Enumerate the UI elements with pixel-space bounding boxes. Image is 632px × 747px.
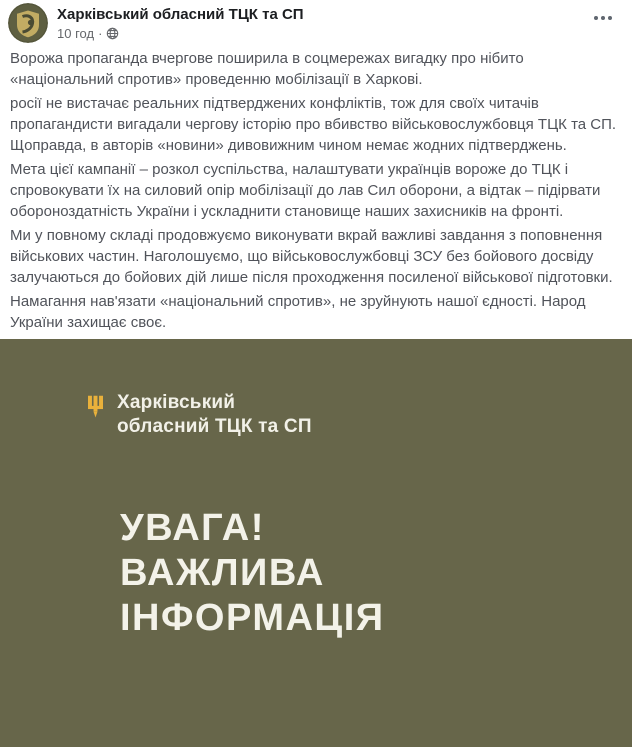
image-title-line: УВАГА! [120,507,265,549]
image-title-line: ІНФОРМАЦІЯ [120,597,385,639]
image-title-line: ВАЖЛИВА [120,552,325,594]
image-brand-line2: обласний ТЦК та СП [117,416,312,437]
tryzub-icon [88,394,103,420]
globe-icon [106,27,119,40]
post-paragraph: Ми у повному складі продовжуємо виконувати вкрай важливі завдання з поповнення військових частин. Наголошуємо, що військовослужбовці ЗСУ без бойового досвіду залучаються до бойових дій лише після проходження посиленої військової підготовки. [10,227,613,286]
timestamp[interactable]: 10 год [57,26,95,41]
ellipsis-icon [594,16,612,20]
avatar[interactable] [8,3,48,43]
post-paragraph: Ворожа пропаганда вчергове поширила в соцмережах вигадку про нібито «національний спротив» проведенню мобілізації в Харкові. [10,50,524,88]
header-text [57,3,304,42]
post-paragraph: Мета цієї кампанії – розкол суспільства, налаштувати українців вороже до ТЦК і спровокувати їх на силовий опір мобілізації до лав Сил оборони, а відтак – підірвати обороноздатність України і ускладнити становище наших захисників на фронті. [10,161,601,220]
image-brand [0,339,632,439]
post-meta [57,25,304,42]
image-brand-line1: Харківський [117,392,236,413]
post-paragraph: Намагання нав'язати «національний спротив», не зруйнують нашої єдності. Народ України захищає своє. [10,293,586,331]
more-options-button[interactable] [590,12,616,24]
post-text [0,43,632,333]
post-image[interactable] [0,339,632,747]
image-title [0,506,632,641]
post-paragraph: росії не вистачає реальних підтверджених конфліктів, тож для своїх читачів пропагандисти вигадали чергову історію про вбивство військовослужбовця ТЦК та СП. Щоправда, в авторів «новини» дивовижним чином немає жодних підтверджень. [10,95,617,154]
post-header [0,0,632,43]
image-brand-name [117,391,312,439]
shield-emblem-icon [8,3,48,43]
meta-separator: · [98,26,103,41]
author-name[interactable]: Харківський обласний ТЦК та СП [57,6,304,23]
